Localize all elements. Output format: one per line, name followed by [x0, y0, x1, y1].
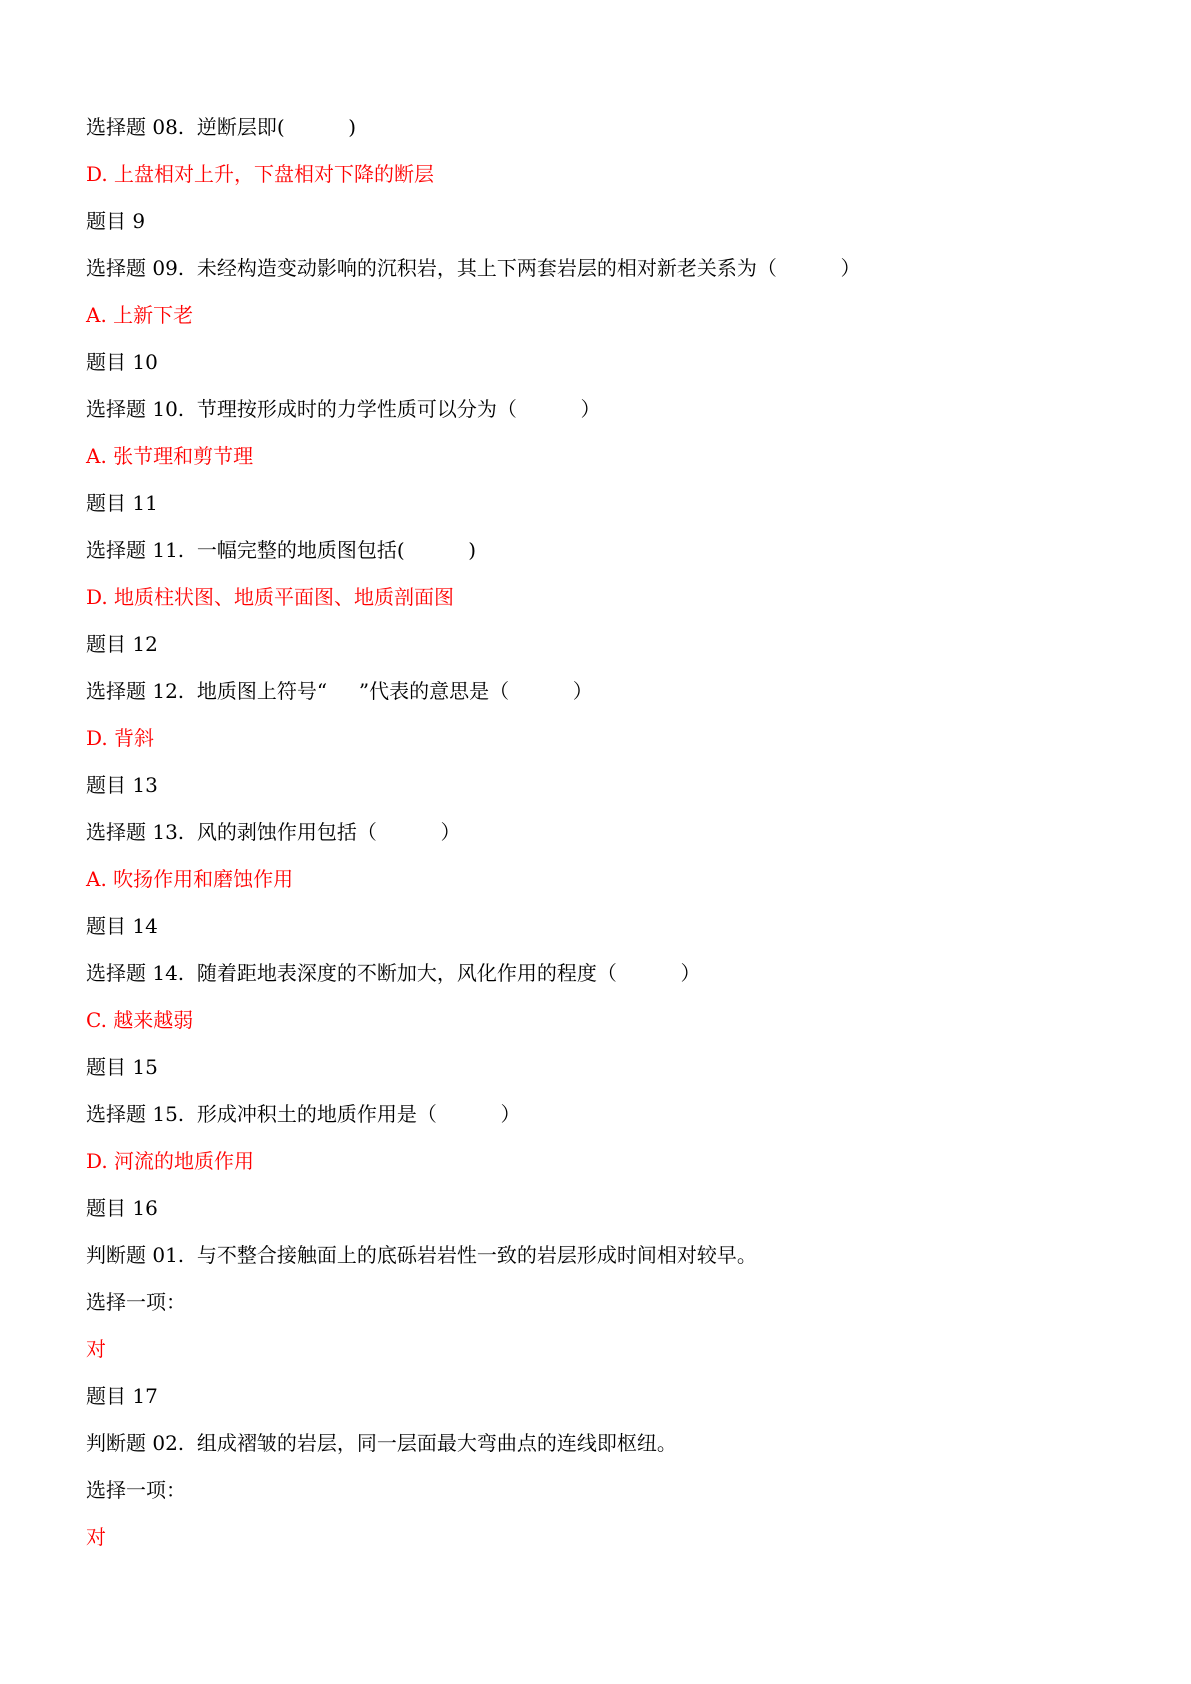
answer-text: D. 背斜	[86, 726, 155, 750]
item-heading: 题目 12	[86, 632, 158, 656]
question-text: 选择题 11. 一幅完整的地质图包括( )	[86, 538, 477, 562]
answer-text: 对	[86, 1337, 106, 1361]
answer-text: A. 吹扬作用和磨蚀作用	[86, 867, 294, 891]
question-text: 选择题 08. 逆断层即( )	[86, 115, 357, 139]
question-text: 选择题 13. 风的剥蚀作用包括（ ）	[86, 820, 461, 844]
item-heading: 题目 11	[86, 491, 158, 515]
question-text: 判断题 02. 组成褶皱的岩层，同一层面最大弯曲点的连线即枢纽。	[86, 1431, 677, 1455]
item-heading: 题目 9	[86, 209, 146, 233]
item-heading: 题目 13	[86, 773, 158, 797]
answer-text: D. 地质柱状图、地质平面图、地质剖面图	[86, 585, 455, 609]
item-heading: 题目 14	[86, 914, 158, 938]
answer-text: D. 上盘相对上升，下盘相对下降的断层	[86, 162, 435, 186]
item-heading: 题目 15	[86, 1055, 158, 1079]
answer-text: D. 河流的地质作用	[86, 1149, 255, 1173]
item-heading: 题目 16	[86, 1196, 158, 1220]
answer-text: A. 张节理和剪节理	[86, 444, 254, 468]
question-text: 选择题 15. 形成冲积土的地质作用是（ ）	[86, 1102, 521, 1126]
question-text: 选择题 14. 随着距地表深度的不断加大，风化作用的程度（ ）	[86, 961, 701, 985]
question-text: 选择题 09. 未经构造变动影响的沉积岩，其上下两套岩层的相对新老关系为（ ）	[86, 256, 861, 280]
answer-text: A. 上新下老	[86, 303, 194, 327]
question-text: 判断题 01. 与不整合接触面上的底砾岩岩性一致的岩层形成时间相对较早。	[86, 1243, 757, 1267]
item-heading: 题目 10	[86, 350, 158, 374]
answer-text: C. 越来越弱	[86, 1008, 194, 1032]
question-text: 选择题 10. 节理按形成时的力学性质可以分为（ ）	[86, 397, 601, 421]
item-heading: 题目 17	[86, 1384, 158, 1408]
choice-prompt: 选择一项：	[86, 1290, 186, 1314]
question-text: 选择题 12. 地质图上符号“ ”代表的意思是（ ）	[86, 679, 593, 703]
choice-prompt: 选择一项：	[86, 1478, 186, 1502]
answer-text: 对	[86, 1525, 106, 1549]
